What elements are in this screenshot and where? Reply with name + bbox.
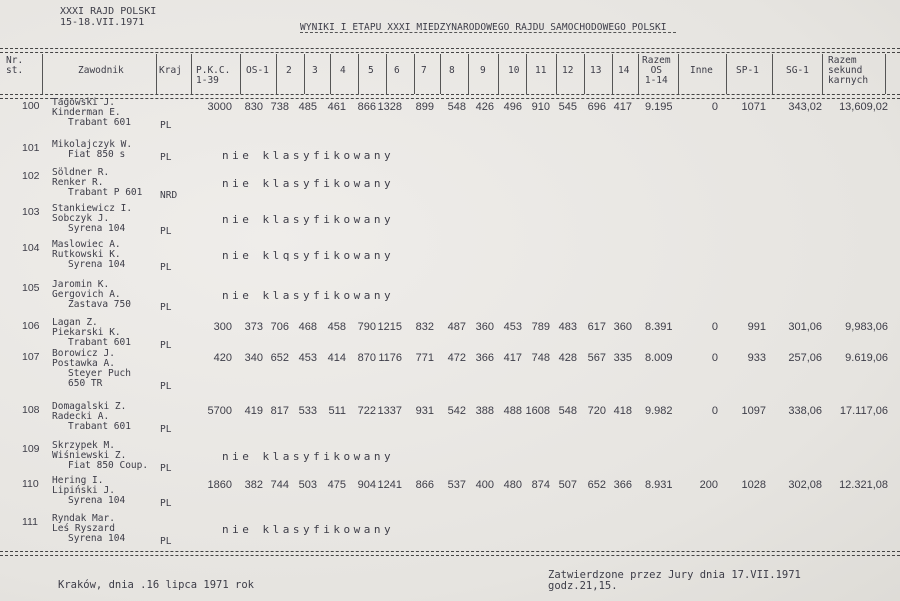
- other-penalty: 0: [711, 352, 718, 364]
- stage-time: 545: [558, 101, 577, 113]
- col-divider: [440, 54, 441, 94]
- country-code: PL: [160, 226, 172, 237]
- col-divider: [772, 54, 773, 94]
- col-pkc: P.K.C. 1-39: [196, 65, 231, 86]
- start-number: 111: [22, 516, 38, 528]
- col-divider: [822, 54, 823, 94]
- country-code: PL: [160, 152, 172, 163]
- stage-time: 426: [475, 101, 494, 113]
- col-divider: [638, 54, 639, 94]
- start-number: 110: [22, 478, 39, 490]
- total-os: 8.931: [645, 479, 673, 491]
- driver-name: Stankiewicz I.: [52, 203, 133, 214]
- col-os1: OS-1: [246, 65, 269, 76]
- start-number: 101: [22, 142, 40, 154]
- driver-name: Tagowski J.: [52, 97, 115, 108]
- stage-time: 1337: [377, 405, 402, 417]
- col-sg1: SG-1: [786, 65, 809, 76]
- col-divider: [584, 54, 585, 94]
- header-top-rule: [0, 48, 900, 53]
- table-row: [0, 348, 900, 392]
- stage-time: 461: [327, 101, 346, 113]
- col-stage-7: 7: [421, 65, 427, 76]
- jury-approval: Zatwierdzone przez Jury dnia 17.VII.1971 godz.21,15.: [548, 569, 801, 592]
- stage-time: 931: [415, 405, 434, 417]
- stage-time: 360: [613, 321, 632, 333]
- table-row: [0, 204, 900, 244]
- sp1-value: 991: [747, 321, 766, 333]
- driver-name: Rutkowski K.: [52, 249, 121, 260]
- country-code: PL: [160, 262, 172, 273]
- col-stage-2: 2: [286, 65, 292, 76]
- event-name: XXXI RAJD POLSKI: [60, 6, 157, 17]
- col-divider: [304, 54, 305, 94]
- col-stage-6: 6: [394, 65, 400, 76]
- stage-time: 485: [298, 101, 317, 113]
- country-code: PL: [160, 536, 172, 547]
- stage-time: 874: [531, 479, 550, 491]
- total-penalty-seconds: 17.117,06: [839, 405, 888, 417]
- stage-time: 480: [503, 479, 522, 491]
- stage-time: 453: [298, 352, 317, 364]
- stage-time: 548: [447, 101, 466, 113]
- car-model: Steyer Puch: [68, 368, 131, 379]
- country-code: PL: [160, 302, 172, 313]
- sp1-value: 933: [747, 352, 766, 364]
- pkc-penalty: 420: [213, 352, 232, 364]
- table-row: [0, 476, 900, 516]
- not-classified-label: nie klasyfikowany: [222, 149, 395, 162]
- car-model: Zastava 750: [68, 299, 131, 310]
- col-zawodnik: Zawodnik: [78, 65, 124, 76]
- driver-name: Kinderman E.: [52, 107, 121, 118]
- col-razem-os: Razem OS 1-14: [642, 55, 671, 86]
- col-divider: [612, 54, 613, 94]
- stage-time: 475: [327, 479, 346, 491]
- total-os: 8.009: [645, 352, 673, 364]
- col-stage-9: 9: [480, 65, 486, 76]
- stage-time: 360: [475, 321, 494, 333]
- driver-name: Jaromin K.: [52, 279, 110, 290]
- total-os: 9.982: [645, 405, 673, 417]
- stage-time: 722: [357, 405, 376, 417]
- driver-name: Domagalski Z.: [52, 401, 127, 412]
- start-number: 104: [22, 242, 40, 254]
- car-model: Trabant 601: [68, 421, 131, 432]
- stage-time: 738: [270, 101, 289, 113]
- event-dates: 15-18.VII.1971: [60, 17, 145, 28]
- stage-time: 899: [415, 101, 434, 113]
- car-model: Syrena 104: [68, 495, 126, 506]
- col-nr: Nr. st.: [6, 55, 24, 76]
- col-sp1: SP-1: [736, 65, 759, 76]
- country-code: PL: [160, 424, 172, 435]
- country-code: PL: [160, 498, 172, 509]
- not-classified-label: nie klasyfikowany: [222, 177, 395, 190]
- stage-time: 414: [327, 352, 346, 364]
- start-number: 103: [22, 206, 40, 218]
- total-os: 8.391: [645, 321, 673, 333]
- table-row: [0, 98, 900, 138]
- other-penalty: 0: [711, 405, 718, 417]
- sg1-value: 338,06: [788, 405, 822, 417]
- stage-time: 468: [298, 321, 317, 333]
- car-model: Syrena 104: [68, 259, 126, 270]
- sg1-value: 302,08: [788, 479, 822, 491]
- stage-time: 910: [531, 101, 550, 113]
- col-divider: [276, 54, 277, 94]
- total-penalty-seconds: 13,609,02: [839, 101, 888, 113]
- crew-cell: [52, 441, 148, 471]
- stage-time: 748: [531, 352, 550, 364]
- stage-time: 366: [613, 479, 632, 491]
- stage-time: 567: [587, 352, 606, 364]
- stage-time: 817: [270, 405, 289, 417]
- start-number: 102: [22, 170, 40, 182]
- stage-time: 832: [415, 321, 434, 333]
- stage-time: 496: [503, 101, 522, 113]
- country-code: NRD: [160, 190, 178, 201]
- col-divider: [42, 54, 43, 94]
- stage-time: 771: [415, 352, 434, 364]
- stage-time: 790: [357, 321, 376, 333]
- stage-time: 1328: [377, 101, 402, 113]
- not-classified-label: nie klasyfikowany: [222, 523, 395, 536]
- col-divider: [240, 54, 241, 94]
- car-model: Trabant 601: [68, 117, 131, 128]
- country-code: PL: [160, 463, 172, 474]
- driver-name: Söldner R.: [52, 167, 110, 178]
- col-divider: [358, 54, 359, 94]
- col-divider: [468, 54, 469, 94]
- col-divider: [678, 54, 679, 94]
- col-stage-14: 14: [618, 65, 630, 76]
- not-classified-label: nie klasyfikowany: [222, 213, 395, 226]
- driver-name: Leś Ryszard: [52, 523, 115, 534]
- pkc-penalty: 5700: [207, 405, 232, 417]
- driver-name: Renker R.: [52, 177, 104, 188]
- pkc-penalty: 3000: [207, 101, 232, 113]
- driver-name: Postawka A.: [52, 358, 115, 369]
- driver-name: Piekarski K.: [52, 327, 121, 338]
- crew-cell: [52, 204, 132, 234]
- crew-cell: [52, 98, 131, 128]
- total-penalty-seconds: 9.619,06: [845, 352, 888, 364]
- stage-time: 472: [447, 352, 466, 364]
- driver-name: Wiśniewski Z.: [52, 450, 127, 461]
- stage-time: 335: [613, 352, 632, 364]
- col-divider: [726, 54, 727, 94]
- stage-time: 548: [558, 405, 577, 417]
- stage-time: 866: [415, 479, 434, 491]
- crew-cell: [52, 349, 131, 389]
- stage-time: 417: [613, 101, 632, 113]
- stage-time: 652: [587, 479, 606, 491]
- stage-time: 720: [587, 405, 606, 417]
- col-stage-10: 10: [508, 65, 520, 76]
- stage-time: 870: [357, 352, 376, 364]
- car-model: Syrena 104: [68, 223, 126, 234]
- driver-name: Maslowiec A.: [52, 239, 121, 250]
- stage-time: 507: [558, 479, 577, 491]
- stage-time: 1215: [377, 321, 402, 333]
- start-number: 108: [22, 404, 40, 416]
- driver-name: Radecki A.: [52, 411, 110, 422]
- stage-time: 830: [244, 101, 263, 113]
- col-divider: [330, 54, 331, 94]
- country-code: PL: [160, 120, 172, 131]
- driver-name: Ryndak Mar.: [52, 513, 115, 524]
- col-divider: [498, 54, 499, 94]
- stage-time: 511: [328, 405, 346, 417]
- total-penalty-seconds: 9,983,06: [845, 321, 888, 333]
- stage-time: 744: [270, 479, 289, 491]
- crew-cell: [52, 318, 131, 348]
- stage-time: 488: [503, 405, 522, 417]
- col-stage-12: 12: [562, 65, 574, 76]
- sp1-value: 1028: [741, 479, 766, 491]
- pkc-penalty: 300: [213, 321, 232, 333]
- place-date: Kraków, dnia .16 lipca 1971 rok: [58, 579, 254, 591]
- country-code: PL: [160, 381, 172, 392]
- stage-time: 706: [270, 321, 289, 333]
- crew-cell: [52, 402, 131, 432]
- sg1-value: 343,02: [788, 101, 822, 113]
- start-number: 106: [22, 320, 40, 332]
- stage-time: 340: [244, 352, 263, 364]
- stage-time: 1241: [377, 479, 402, 491]
- table-row: [0, 441, 900, 481]
- stage-time: 542: [447, 405, 466, 417]
- crew-cell: [52, 476, 125, 506]
- table-row: [0, 514, 900, 554]
- sp1-value: 1071: [741, 101, 766, 113]
- stage-time: 533: [298, 405, 317, 417]
- stage-time: 617: [587, 321, 606, 333]
- table-row: [0, 240, 900, 280]
- table-row: [0, 168, 900, 208]
- sg1-value: 301,06: [788, 321, 822, 333]
- col-divider: [885, 54, 886, 94]
- document-title: WYNIKI I ETAPU XXXI MIEDZYNARODOWEGO RAJDU SAMOCHODOWEGO POLSKI: [300, 22, 667, 33]
- car-model: Fiat 850 Coup.: [68, 460, 149, 471]
- other-penalty: 200: [699, 479, 718, 491]
- start-number: 105: [22, 282, 40, 294]
- start-number: 107: [22, 351, 40, 363]
- car-model: Trabant P 601: [68, 187, 143, 198]
- sg1-value: 257,06: [788, 352, 822, 364]
- col-stage-5: 5: [368, 65, 374, 76]
- stage-time: 789: [531, 321, 550, 333]
- col-inne: Inne: [690, 65, 713, 76]
- col-divider: [414, 54, 415, 94]
- col-stage-11: 11: [535, 65, 547, 76]
- col-divider: [191, 54, 192, 94]
- stage-time: 866: [357, 101, 376, 113]
- stage-time: 366: [475, 352, 494, 364]
- crew-cell: [52, 280, 131, 310]
- driver-name: Hering I.: [52, 475, 104, 486]
- stage-time: 419: [244, 405, 263, 417]
- driver-name: Borowicz J.: [52, 348, 115, 359]
- stage-time: 417: [503, 352, 522, 364]
- other-penalty: 0: [711, 321, 718, 333]
- driver-name: Sobczyk J.: [52, 213, 110, 224]
- stage-time: 487: [447, 321, 466, 333]
- col-stage-13: 13: [590, 65, 602, 76]
- col-stage-4: 4: [340, 65, 346, 76]
- col-stage-3: 3: [312, 65, 318, 76]
- stage-time: 1176: [378, 352, 402, 364]
- stage-time: 1608: [525, 405, 550, 417]
- other-penalty: 0: [711, 101, 718, 113]
- driver-name: Lipiński J.: [52, 485, 115, 496]
- stage-time: 418: [613, 405, 632, 417]
- not-classified-label: nie klasyfikowany: [222, 289, 395, 302]
- car-model: Syrena 104: [68, 533, 126, 544]
- crew-cell: [52, 514, 125, 544]
- col-razem-sekund: Razem sekund karnych: [828, 55, 869, 86]
- stage-time: 483: [558, 321, 577, 333]
- driver-name: Skrzypek M.: [52, 440, 115, 451]
- not-classified-label: nie klasyfikowany: [222, 450, 395, 463]
- car-model: 650 TR: [68, 378, 103, 389]
- stage-time: 904: [357, 479, 376, 491]
- col-divider: [526, 54, 527, 94]
- stage-time: 652: [270, 352, 289, 364]
- stage-time: 428: [558, 352, 577, 364]
- car-model: Trabant 601: [68, 337, 131, 348]
- col-divider: [386, 54, 387, 94]
- total-penalty-seconds: 12.321,08: [839, 479, 888, 491]
- stage-time: 373: [244, 321, 263, 333]
- table-row: [0, 280, 900, 320]
- pkc-penalty: 1860: [207, 479, 232, 491]
- stage-time: 503: [298, 479, 317, 491]
- crew-cell: [52, 168, 142, 198]
- crew-cell: [52, 240, 125, 270]
- col-divider: [156, 54, 157, 94]
- col-divider: [556, 54, 557, 94]
- col-kraj: Kraj: [159, 65, 182, 76]
- driver-name: Mikolajczyk W.: [52, 139, 133, 150]
- not-classified-label: nie klqsyfikowany: [222, 249, 395, 262]
- start-number: 109: [22, 443, 40, 455]
- stage-time: 382: [244, 479, 263, 491]
- crew-cell: [52, 140, 132, 160]
- driver-name: Lagan Z.: [52, 317, 98, 328]
- car-model: Fiat 850 s: [68, 149, 126, 160]
- col-stage-8: 8: [449, 65, 455, 76]
- stage-time: 696: [587, 101, 606, 113]
- total-os: 9.195: [645, 101, 673, 113]
- stage-time: 537: [447, 479, 466, 491]
- stage-time: 388: [475, 405, 494, 417]
- start-number: 100: [22, 100, 40, 112]
- country-code: PL: [160, 340, 172, 351]
- stage-time: 458: [327, 321, 346, 333]
- event-header: [60, 6, 156, 28]
- stage-time: 400: [475, 479, 494, 491]
- table-row: [0, 402, 900, 442]
- title-underline: [300, 32, 676, 33]
- sp1-value: 1097: [741, 405, 766, 417]
- stage-time: 453: [503, 321, 522, 333]
- driver-name: Gergovich A.: [52, 289, 121, 300]
